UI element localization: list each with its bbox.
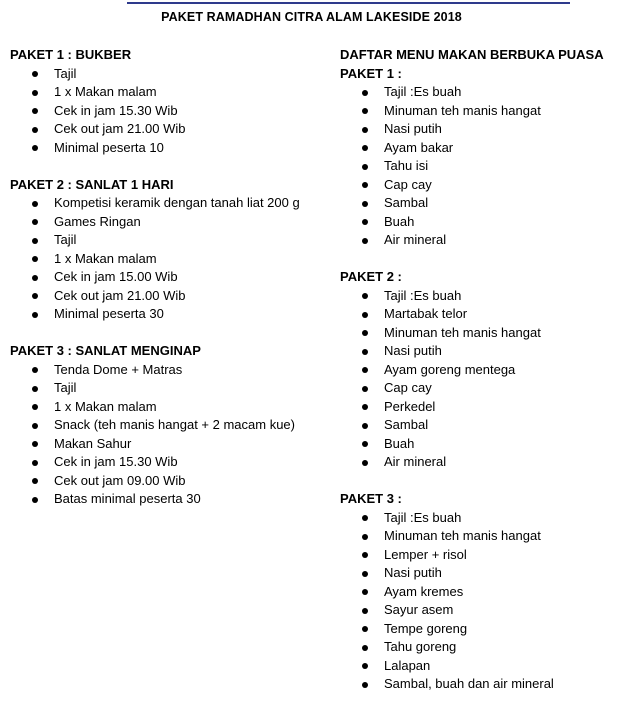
list-item-text: Snack (teh manis hangat + 2 macam kue) — [54, 417, 295, 432]
bullet-icon — [362, 663, 368, 669]
list-item — [10, 453, 330, 472]
list-item-text: 1 x Makan malam — [54, 84, 157, 99]
bullet-icon — [362, 441, 368, 447]
left-column — [10, 46, 330, 509]
list-item — [340, 157, 623, 176]
list-item-text: Tahu isi — [384, 158, 429, 173]
bullet-icon — [32, 90, 38, 96]
bullet-icon — [32, 71, 38, 77]
bullet-icon — [362, 423, 368, 429]
bullet-icon — [362, 90, 368, 96]
spacer — [10, 324, 330, 343]
bullet-icon — [32, 423, 38, 429]
bullet-icon — [32, 367, 38, 373]
list-item — [10, 435, 330, 454]
list-item-text: Kompetisi keramik dengan tanah liat 200 g — [54, 195, 300, 210]
bullet-icon — [32, 256, 38, 262]
bullet-icon — [32, 386, 38, 392]
list-item-text: Minuman teh manis hangat — [384, 324, 541, 340]
bullet-icon — [32, 219, 38, 225]
list-item-text: Sambal — [384, 195, 429, 210]
list-item-text: Nasi putih — [384, 121, 442, 136]
menu-title: DAFTAR MENU MAKAN BERBUKA PUASA — [340, 47, 604, 62]
list-item — [10, 213, 330, 232]
list-item-text: Ayam kremes — [384, 583, 464, 599]
list-item — [10, 472, 330, 491]
list-item-text: Cek in jam 15.30 Wib — [54, 102, 178, 118]
list-item — [10, 490, 330, 509]
menu3-list — [340, 509, 623, 694]
paket1-heading: PAKET 1 : BUKBER — [10, 47, 132, 62]
list-item-text: Cek out jam 09.00 Wib — [54, 472, 186, 488]
list-item — [340, 83, 623, 102]
bullet-icon — [32, 201, 38, 207]
bullet-icon — [362, 682, 368, 688]
list-item — [10, 361, 330, 380]
bullet-icon — [362, 145, 368, 151]
list-item — [10, 139, 330, 158]
bullet-icon — [362, 626, 368, 632]
list-item — [10, 287, 330, 306]
right-column — [340, 46, 623, 694]
list-item-text: 1 x Makan malam — [54, 250, 157, 266]
list-item — [10, 231, 330, 250]
list-item — [340, 379, 623, 398]
list-item-text: Nasi putih — [384, 343, 442, 358]
list-item — [340, 102, 623, 121]
paket3-list — [10, 361, 330, 509]
list-item-text: Minimal peserta 30 — [54, 306, 164, 321]
bullet-icon — [32, 238, 38, 244]
list-item-text: Tajil :Es buah — [384, 509, 462, 525]
list-item-text: Tajil :Es buah — [384, 84, 462, 99]
bullet-icon — [362, 589, 368, 595]
bullet-icon — [32, 275, 38, 281]
list-item — [10, 194, 330, 213]
list-item-text: Sambal, buah dan air mineral — [384, 676, 554, 691]
bullet-icon — [362, 164, 368, 170]
list-item — [340, 657, 623, 676]
list-item-text: 1 x Makan malam — [54, 398, 157, 414]
bullet-icon — [362, 515, 368, 521]
list-item — [10, 398, 330, 417]
list-item — [340, 453, 623, 472]
bullet-icon — [362, 386, 368, 392]
list-item-text: Ayam goreng mentega — [384, 361, 516, 377]
list-item — [340, 120, 623, 139]
spacer — [340, 250, 623, 269]
bullet-icon — [362, 127, 368, 133]
bullet-icon — [362, 460, 368, 466]
list-item — [10, 268, 330, 287]
list-item-text: Tajil — [54, 232, 77, 247]
bullet-icon — [32, 478, 38, 484]
paket2-list — [10, 194, 330, 324]
bullet-icon — [362, 238, 368, 244]
list-item — [340, 527, 623, 546]
list-item-text: Makan Sahur — [54, 435, 132, 451]
list-item-text: Batas minimal peserta 30 — [54, 491, 201, 506]
list-item — [340, 638, 623, 657]
list-item-text: Nasi putih — [384, 565, 442, 580]
bullet-icon — [362, 367, 368, 373]
list-item-text: Sayur asem — [384, 602, 454, 617]
bullet-icon — [362, 571, 368, 577]
list-item — [340, 509, 623, 528]
list-item — [10, 416, 330, 435]
list-item-text: Cap cay — [384, 380, 432, 395]
bullet-icon — [32, 108, 38, 114]
paket3-heading: PAKET 3 : SANLAT MENGINAP — [10, 343, 201, 358]
list-item-text: Air mineral — [384, 454, 447, 469]
menu2-heading: PAKET 2 : — [340, 269, 402, 284]
list-item-text: Tajil :Es buah — [384, 287, 462, 303]
bullet-icon — [32, 127, 38, 133]
list-item — [340, 139, 623, 158]
bullet-icon — [32, 312, 38, 318]
menu1-heading: PAKET 1 : — [340, 65, 402, 81]
bullet-icon — [362, 645, 368, 651]
list-item — [10, 65, 330, 84]
list-item — [10, 102, 330, 121]
list-item-text: Buah — [384, 213, 415, 229]
bullet-icon — [362, 219, 368, 225]
menu2-list — [340, 287, 623, 472]
list-item-text: Buah — [384, 435, 415, 451]
list-item — [340, 601, 623, 620]
bullet-icon — [32, 460, 38, 466]
list-item-text: Sambal — [384, 417, 429, 432]
list-item — [340, 361, 623, 380]
list-item-text: Cek in jam 15.00 Wib — [54, 269, 178, 284]
bullet-icon — [362, 349, 368, 355]
list-item-text: Cap cay — [384, 176, 432, 192]
spacer — [10, 157, 330, 176]
list-item-text: Air mineral — [384, 232, 447, 247]
list-item — [340, 176, 623, 195]
bullet-icon — [362, 552, 368, 558]
bullet-icon — [362, 182, 368, 188]
bullet-icon — [362, 608, 368, 614]
menu1-list — [340, 83, 623, 250]
list-item-text: Tenda Dome + Matras — [54, 361, 183, 377]
bullet-icon — [362, 108, 368, 114]
list-item — [340, 213, 623, 232]
list-item — [340, 416, 623, 435]
list-item — [10, 120, 330, 139]
list-item — [340, 342, 623, 361]
list-item-text: Lalapan — [384, 657, 431, 673]
list-item — [340, 546, 623, 565]
paket2-heading: PAKET 2 : SANLAT 1 HARI — [10, 176, 174, 192]
list-item-text: Ayam bakar — [384, 139, 454, 155]
bullet-icon — [362, 330, 368, 336]
list-item — [340, 435, 623, 454]
list-item — [340, 620, 623, 639]
list-item-text: Games Ringan — [54, 213, 141, 229]
bullet-icon — [362, 201, 368, 207]
bullet-icon — [362, 293, 368, 299]
bullet-icon — [362, 534, 368, 540]
bullet-icon — [362, 312, 368, 318]
list-item-text: Tahu goreng — [384, 639, 457, 654]
list-item — [340, 305, 623, 324]
list-item-text: Tempe goreng — [384, 620, 468, 636]
list-item — [340, 287, 623, 306]
paket1-list — [10, 65, 330, 158]
list-item-text: Minimal peserta 10 — [54, 139, 164, 155]
bullet-icon — [32, 293, 38, 299]
list-item-text: Cek in jam 15.30 Wib — [54, 454, 178, 469]
bullet-icon — [32, 441, 38, 447]
list-item-text: Perkedel — [384, 398, 436, 414]
list-item-text: Cek out jam 21.00 Wib — [54, 121, 186, 136]
list-item — [10, 250, 330, 269]
list-item — [340, 231, 623, 250]
list-item — [340, 194, 623, 213]
list-item — [340, 583, 623, 602]
list-item-text: Martabak telor — [384, 306, 468, 321]
list-item-text: Cek out jam 21.00 Wib — [54, 287, 186, 303]
list-item — [340, 398, 623, 417]
bullet-icon — [362, 404, 368, 410]
bullet-icon — [32, 497, 38, 503]
spacer — [340, 472, 623, 491]
list-item — [340, 324, 623, 343]
list-item-text: Lemper + risol — [384, 546, 467, 562]
list-item — [340, 675, 623, 694]
list-item-text: Minuman teh manis hangat — [384, 528, 541, 543]
bullet-icon — [32, 404, 38, 410]
list-item-text: Tajil — [54, 65, 77, 81]
list-item — [340, 564, 623, 583]
document-title: PAKET RAMADHAN CITRA ALAM LAKESIDE 2018 — [161, 10, 462, 24]
list-item-text: Minuman teh manis hangat — [384, 102, 541, 118]
list-item — [10, 83, 330, 102]
menu3-heading: PAKET 3 : — [340, 491, 402, 506]
list-item — [10, 379, 330, 398]
header-rule — [127, 2, 570, 4]
list-item-text: Tajil — [54, 380, 77, 395]
bullet-icon — [32, 145, 38, 151]
list-item — [10, 305, 330, 324]
